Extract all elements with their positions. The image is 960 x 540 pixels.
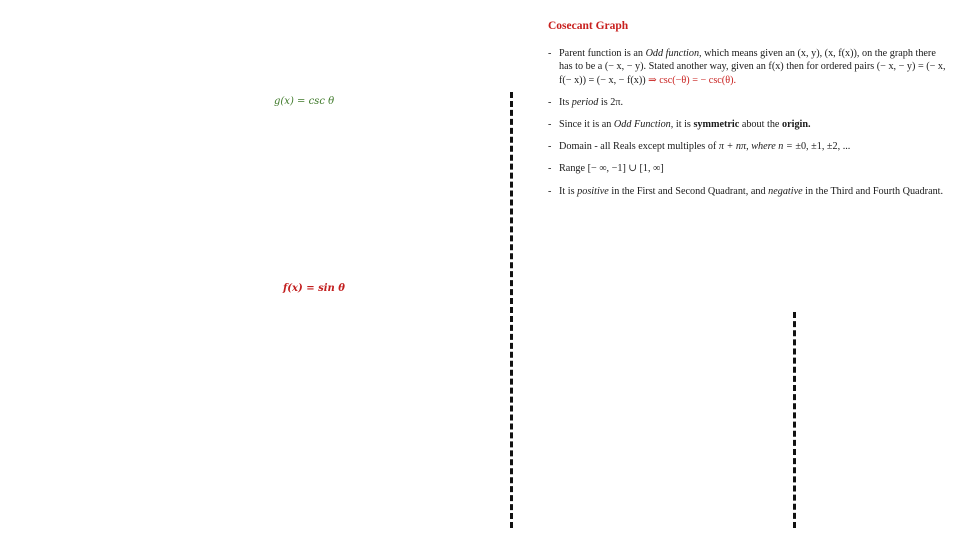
notes-title: Cosecant Graph	[548, 20, 629, 32]
bullet-symmetry	[548, 118, 948, 131]
f-function-label: f(x) = sin θ	[283, 283, 345, 294]
bullet3-text-d: symmetric	[693, 119, 740, 131]
bullet1-text-c: which means given an (x, y), (x, f(x)), on the graph there has to be a (− x, − y). Stated another way, given an f(x) then for ordered pairs (− x, − y) = (− x, f(− x)) = (− x, − f(x))	[559, 48, 946, 86]
bullet-dash: -	[548, 96, 552, 108]
bullet6-text-a: It is	[559, 185, 578, 197]
notes-panel	[548, 20, 948, 207]
bullet2-text-b: period	[571, 96, 599, 108]
bullet-dash: -	[548, 163, 552, 175]
bullet3-text-c: it is	[673, 119, 694, 131]
g-function-label: g(x) = csc θ	[274, 96, 335, 107]
bullet-odd-function	[548, 47, 948, 87]
bullet4-text-c: ±0, ±1, ±2, ...	[795, 141, 851, 153]
dashed-divider-right	[793, 312, 796, 528]
bullet6-text-c: in the First and Second Quadrant, and	[608, 185, 769, 197]
bullet4-text-a: Domain - all Reals except multiples of	[559, 141, 719, 153]
bullet2-text-c: is 2π.	[598, 96, 624, 108]
bullet-dash: -	[548, 48, 552, 60]
bullet3-text-f: origin.	[782, 119, 811, 131]
bullet-quadrants	[548, 185, 948, 198]
bullet1-identity: ⇒ csc(−θ) = − csc(θ).	[648, 74, 737, 86]
bullet1-text-b: Odd function,	[645, 48, 702, 60]
bullet-dash: -	[548, 119, 552, 131]
bullet6-text-b: positive	[577, 185, 609, 197]
bullet-period	[548, 96, 948, 109]
bullet2-text-a: Its	[559, 96, 572, 108]
bullet3-text-a: Since it is an	[559, 119, 614, 131]
bullet-range	[548, 162, 948, 175]
bullet-dash: -	[548, 185, 552, 197]
bullet1-text-a: Parent function is an	[559, 48, 646, 60]
dashed-divider-left	[510, 92, 513, 528]
bullet-domain	[548, 140, 948, 153]
bullet-dash: -	[548, 141, 552, 153]
bullet3-text-e: about the	[739, 119, 782, 131]
bullet3-text-b: Odd Function,	[613, 119, 674, 131]
bullet4-text-b: π + nπ, where n =	[718, 141, 796, 153]
bullet5-text-a: Range [− ∞, −1] ∪ [1, ∞]	[559, 163, 664, 175]
bullet6-text-d: negative	[768, 185, 803, 197]
bullet6-text-e: in the Third and Fourth Quadrant.	[802, 185, 944, 197]
